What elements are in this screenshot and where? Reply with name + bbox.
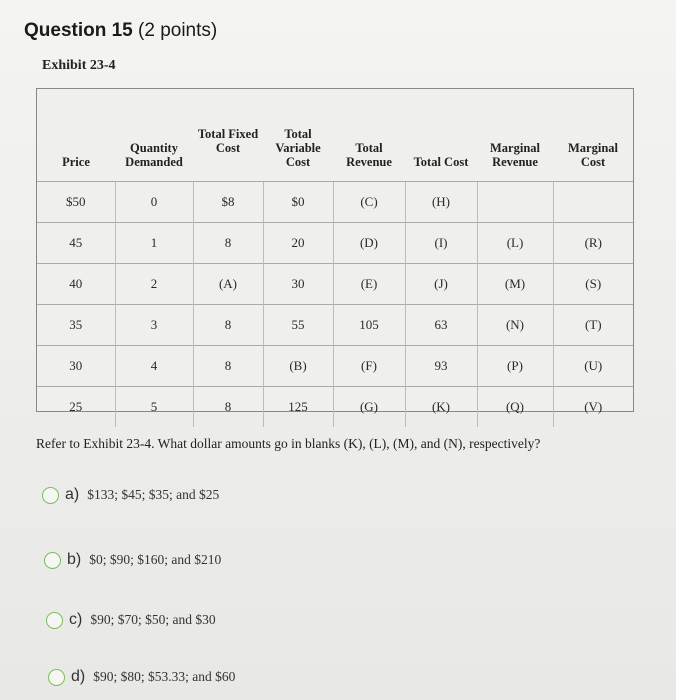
header-total-revenue: Total Revenue bbox=[346, 141, 392, 169]
option-d[interactable] bbox=[48, 668, 235, 686]
table-cell: 8 bbox=[193, 223, 263, 264]
question-prompt: Refer to Exhibit 23-4. What dollar amounts go in blanks (K), (L), (M), and (N), respectively? bbox=[36, 436, 541, 451]
table-cell: 63 bbox=[405, 305, 477, 346]
table-cell: (D) bbox=[333, 223, 405, 264]
table-cell: (V) bbox=[553, 387, 633, 428]
radio-button-icon[interactable] bbox=[46, 612, 63, 629]
table-cell: 0 bbox=[115, 182, 193, 223]
table-cell: (F) bbox=[333, 346, 405, 387]
table-cell: (R) bbox=[553, 223, 633, 264]
table-cell: $8 bbox=[193, 182, 263, 223]
table-cell: (U) bbox=[553, 346, 633, 387]
table-cell: 25 bbox=[37, 387, 115, 428]
exhibit-table bbox=[36, 88, 634, 412]
table-row bbox=[37, 264, 633, 305]
table-cell: 8 bbox=[193, 305, 263, 346]
table-cell: (A) bbox=[193, 264, 263, 305]
option-b[interactable] bbox=[44, 551, 221, 569]
table-cell: 8 bbox=[193, 387, 263, 428]
table-cell: (P) bbox=[477, 346, 553, 387]
table-cell: 5 bbox=[115, 387, 193, 428]
table-cell: 45 bbox=[37, 223, 115, 264]
header-quantity-demanded: Quantity Demanded bbox=[125, 141, 183, 169]
option-c[interactable] bbox=[46, 611, 216, 629]
table-row bbox=[37, 305, 633, 346]
table-cell: 3 bbox=[115, 305, 193, 346]
option-letter: b) bbox=[67, 551, 82, 568]
table-cell: 35 bbox=[37, 305, 115, 346]
table-cell: (T) bbox=[553, 305, 633, 346]
table-cell: (M) bbox=[477, 264, 553, 305]
option-letter: c) bbox=[69, 611, 83, 628]
table-cell: $0 bbox=[263, 182, 333, 223]
radio-button-icon[interactable] bbox=[42, 487, 59, 504]
table-cell: 4 bbox=[115, 346, 193, 387]
table-cell: $50 bbox=[37, 182, 115, 223]
table-cell: (J) bbox=[405, 264, 477, 305]
exhibit-label: Exhibit 23-4 bbox=[42, 58, 116, 73]
option-letter: d) bbox=[71, 668, 86, 685]
table-cell: (Q) bbox=[477, 387, 553, 428]
table-cell: (S) bbox=[553, 264, 633, 305]
table-cell: (K) bbox=[405, 387, 477, 428]
table-cell bbox=[553, 182, 633, 223]
header-total-fixed-cost: Total Fixed Cost bbox=[197, 127, 259, 155]
table-cell: 2 bbox=[115, 264, 193, 305]
table-cell: 20 bbox=[263, 223, 333, 264]
table-cell: 30 bbox=[37, 346, 115, 387]
header-total-variable-cost: Total Variable Cost bbox=[275, 127, 321, 169]
question-title bbox=[24, 20, 217, 42]
table-row bbox=[37, 346, 633, 387]
table-cell: 125 bbox=[263, 387, 333, 428]
table-cell: (I) bbox=[405, 223, 477, 264]
table-cell: (L) bbox=[477, 223, 553, 264]
option-letter: a) bbox=[65, 486, 80, 503]
table-cell: 30 bbox=[263, 264, 333, 305]
table-cell: (N) bbox=[477, 305, 553, 346]
table-row bbox=[37, 182, 633, 223]
table-cell: 105 bbox=[333, 305, 405, 346]
table-cell: 40 bbox=[37, 264, 115, 305]
table-row bbox=[37, 387, 633, 428]
table-cell: 8 bbox=[193, 346, 263, 387]
option-text: $133; $45; $35; and $25 bbox=[87, 487, 220, 502]
table-cell: (C) bbox=[333, 182, 405, 223]
table-row bbox=[37, 223, 633, 264]
radio-button-icon[interactable] bbox=[44, 552, 61, 569]
header-marginal-revenue: Marginal Revenue bbox=[490, 141, 540, 169]
option-text: $90; $80; $53.33; and $60 bbox=[93, 669, 236, 684]
table-cell: (H) bbox=[405, 182, 477, 223]
option-a[interactable] bbox=[42, 486, 219, 504]
table-cell: (G) bbox=[333, 387, 405, 428]
header-price: Price bbox=[62, 155, 90, 169]
table-cell bbox=[477, 182, 553, 223]
header-total-cost: Total Cost bbox=[413, 155, 469, 169]
table-cell: 55 bbox=[263, 305, 333, 346]
table-cell: 93 bbox=[405, 346, 477, 387]
radio-button-icon[interactable] bbox=[48, 669, 65, 686]
table-cell: (E) bbox=[333, 264, 405, 305]
table-cell: (B) bbox=[263, 346, 333, 387]
question-number: Question 15 bbox=[24, 20, 133, 41]
option-text: $0; $90; $160; and $210 bbox=[89, 552, 222, 567]
table-cell: 1 bbox=[115, 223, 193, 264]
header-marginal-cost: Marginal Cost bbox=[568, 141, 618, 169]
question-points: (2 points) bbox=[138, 20, 218, 41]
option-text: $90; $70; $50; and $30 bbox=[90, 612, 216, 627]
